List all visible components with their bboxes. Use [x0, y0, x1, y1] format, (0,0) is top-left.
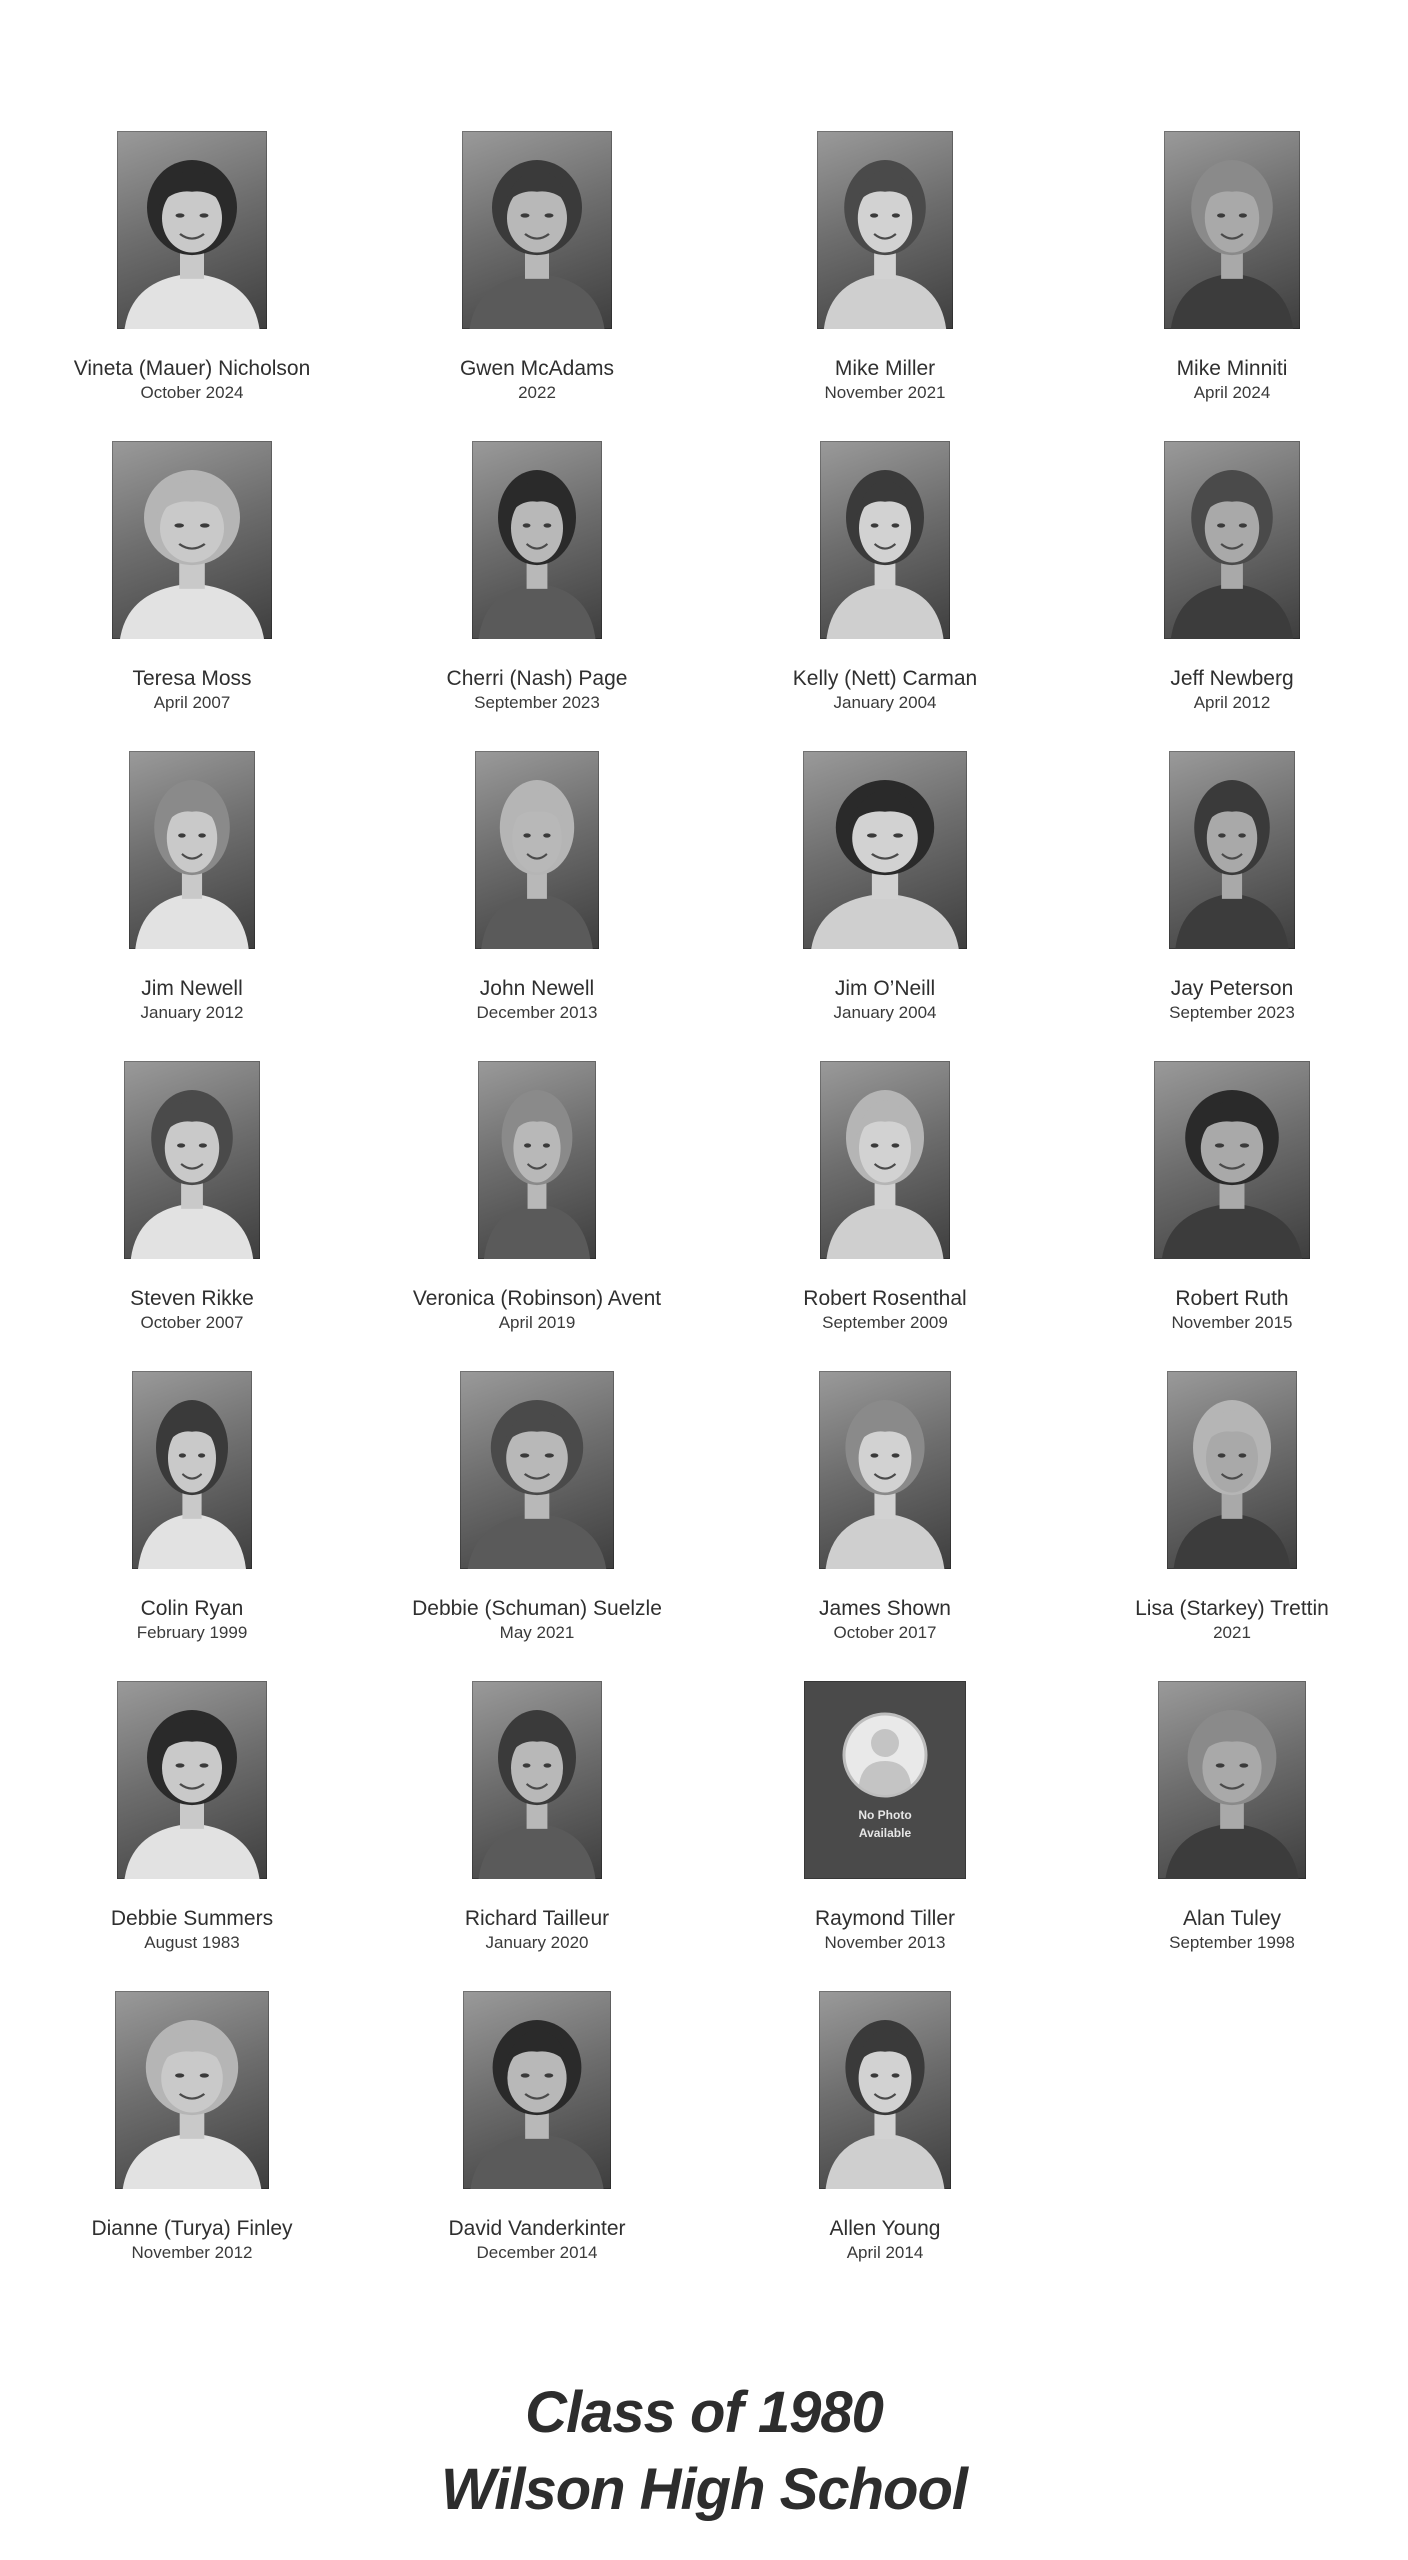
- person-name: Lisa (Starkey) Trettin: [1135, 1597, 1329, 1620]
- person-card: [387, 1991, 687, 2264]
- person-card: [42, 1061, 342, 1334]
- portrait-photo: [463, 1991, 611, 2189]
- person-date: August 1983: [144, 1933, 240, 1952]
- person-date: November 2015: [1171, 1313, 1293, 1332]
- person-card: [42, 1371, 342, 1644]
- person-name: Robert Ruth: [1175, 1287, 1289, 1310]
- person-card: [1082, 1061, 1382, 1334]
- person-date: January 2020: [485, 1933, 589, 1952]
- person-name: Cherri (Nash) Page: [446, 667, 628, 690]
- portrait-silhouette: [1154, 1061, 1310, 1259]
- portrait-photo: [478, 1061, 596, 1259]
- person-date: November 2021: [824, 383, 946, 402]
- person-name: Debbie Summers: [110, 1907, 274, 1930]
- person-date: January 2004: [833, 693, 937, 712]
- portrait-silhouette: [819, 1991, 951, 2189]
- person-name: Raymond Tiller: [814, 1907, 956, 1930]
- person-date: December 2013: [476, 1003, 598, 1022]
- person-name: Jim Newell: [141, 977, 243, 1000]
- person-date: April 2019: [498, 1313, 576, 1332]
- portrait-photo: [1167, 1371, 1297, 1569]
- person-name: James Shown: [819, 1597, 951, 1620]
- person-name: Jim O’Neill: [834, 977, 936, 1000]
- portrait-silhouette: [117, 131, 267, 329]
- person-name: Debbie (Schuman) Suelzle: [412, 1597, 662, 1620]
- person-name: Teresa Moss: [132, 667, 252, 690]
- person-date: October 2024: [140, 383, 244, 402]
- portrait-silhouette: [472, 1681, 602, 1879]
- placeholder-avatar-icon: [804, 1681, 966, 1879]
- portrait-photo: [117, 1681, 267, 1879]
- portrait-photo: [1169, 751, 1295, 949]
- portrait-photo: [115, 1991, 269, 2189]
- portrait-silhouette: [117, 1681, 267, 1879]
- portrait-photo: [460, 1371, 614, 1569]
- portrait-photo: [475, 751, 599, 949]
- person-name: Kelly (Nett) Carman: [792, 667, 978, 690]
- person-date: November 2012: [131, 2243, 253, 2262]
- person-name: Colin Ryan: [140, 1597, 244, 1620]
- person-name: Steven Rikke: [130, 1287, 254, 1310]
- person-card: [1082, 1371, 1382, 1644]
- person-card: [42, 751, 342, 1024]
- portrait-photo: [819, 1991, 951, 2189]
- portrait-photo: [112, 441, 272, 639]
- person-card: [387, 1681, 687, 1954]
- person-date: February 1999: [136, 1623, 248, 1642]
- person-date: April 2024: [1193, 383, 1271, 402]
- portrait-silhouette: [819, 1371, 951, 1569]
- person-date: September 2023: [1169, 1003, 1295, 1022]
- person-date: October 2017: [833, 1623, 937, 1642]
- person-date: November 2013: [824, 1933, 946, 1952]
- person-card: [735, 131, 1035, 404]
- person-card: [1082, 1681, 1382, 1954]
- person-card: [735, 1681, 1035, 1954]
- portrait-silhouette: [817, 131, 953, 329]
- portrait-photo: [129, 751, 255, 949]
- person-name: Robert Rosenthal: [803, 1287, 967, 1310]
- person-date: September 1998: [1169, 1933, 1295, 1952]
- portrait-photo: [1164, 131, 1300, 329]
- portrait-photo: [132, 1371, 252, 1569]
- portrait-silhouette: [803, 751, 967, 949]
- person-name: Vineta (Mauer) Nicholson: [73, 357, 311, 380]
- person-name: Jeff Newberg: [1170, 667, 1294, 690]
- person-name: Gwen McAdams: [459, 357, 615, 380]
- school-title: Wilson High School: [440, 2457, 967, 2522]
- person-name: John Newell: [479, 977, 595, 1000]
- portrait-photo: [1158, 1681, 1306, 1879]
- portrait-silhouette: [1158, 1681, 1306, 1879]
- person-card: [735, 1991, 1035, 2264]
- person-card: [735, 751, 1035, 1024]
- no-photo-label: [804, 1806, 966, 1842]
- person-card: [42, 1681, 342, 1954]
- portrait-silhouette: [472, 441, 602, 639]
- person-date: September 2009: [822, 1313, 948, 1332]
- person-card: [735, 1371, 1035, 1644]
- person-card: [387, 1371, 687, 1644]
- no-photo-label-line: Available: [858, 1826, 912, 1840]
- portrait-silhouette: [460, 1371, 614, 1569]
- person-name: David Vanderkinter: [448, 2217, 626, 2240]
- person-date: May 2021: [499, 1623, 575, 1642]
- portrait-photo: [124, 1061, 260, 1259]
- portrait-photo: [1164, 441, 1300, 639]
- person-name: Mike Miller: [834, 357, 936, 380]
- person-card: [735, 1061, 1035, 1334]
- portrait-silhouette: [132, 1371, 252, 1569]
- portrait-silhouette: [115, 1991, 269, 2189]
- portrait-photo: [803, 751, 967, 949]
- portrait-photo: [1154, 1061, 1310, 1259]
- person-name: Richard Tailleur: [464, 1907, 610, 1930]
- portrait-silhouette: [1167, 1371, 1297, 1569]
- portrait-silhouette: [478, 1061, 596, 1259]
- portrait-photo: [117, 131, 267, 329]
- portrait-photo: [817, 131, 953, 329]
- person-date: 2022: [518, 383, 556, 402]
- no-photo-placeholder: [804, 1681, 966, 1879]
- person-card: [1082, 751, 1382, 1024]
- person-date: April 2012: [1193, 693, 1271, 712]
- person-name: Jay Peterson: [1170, 977, 1294, 1000]
- portrait-photo: [820, 1061, 950, 1259]
- portrait-silhouette: [820, 441, 950, 639]
- person-date: September 2023: [474, 693, 600, 712]
- person-card: [387, 1061, 687, 1334]
- person-card: [1082, 441, 1382, 714]
- person-date: January 2004: [833, 1003, 937, 1022]
- person-date: 2021: [1213, 1623, 1251, 1642]
- person-name: Mike Minniti: [1176, 357, 1288, 380]
- person-date: April 2007: [153, 693, 231, 712]
- portrait-silhouette: [820, 1061, 950, 1259]
- person-name: Allen Young: [829, 2217, 941, 2240]
- person-card: [42, 131, 342, 404]
- portrait-silhouette: [475, 751, 599, 949]
- person-card: [387, 441, 687, 714]
- person-card: [387, 131, 687, 404]
- class-title: Class of 1980: [525, 2380, 883, 2445]
- portrait-photo: [819, 1371, 951, 1569]
- portrait-silhouette: [463, 1991, 611, 2189]
- portrait-silhouette: [1164, 131, 1300, 329]
- footer-title: [0, 2375, 1408, 2529]
- portrait-silhouette: [1164, 441, 1300, 639]
- no-photo-label-line: No Photo: [858, 1808, 912, 1822]
- person-date: October 2007: [140, 1313, 244, 1332]
- portrait-silhouette: [129, 751, 255, 949]
- person-name: Alan Tuley: [1182, 1907, 1282, 1930]
- person-date: January 2012: [140, 1003, 244, 1022]
- person-date: December 2014: [476, 2243, 598, 2262]
- portrait-silhouette: [112, 441, 272, 639]
- portrait-silhouette: [1169, 751, 1295, 949]
- person-card: [1082, 131, 1382, 404]
- person-card: [735, 441, 1035, 714]
- person-name: Veronica (Robinson) Avent: [412, 1287, 662, 1310]
- person-card: [42, 1991, 342, 2264]
- portrait-photo: [820, 441, 950, 639]
- person-name: Dianne (Turya) Finley: [91, 2217, 293, 2240]
- portrait-silhouette: [124, 1061, 260, 1259]
- person-card: [387, 751, 687, 1024]
- portrait-silhouette: [462, 131, 612, 329]
- portrait-photo: [472, 1681, 602, 1879]
- person-card: [42, 441, 342, 714]
- person-date: April 2014: [846, 2243, 924, 2262]
- portrait-photo: [472, 441, 602, 639]
- portrait-photo: [462, 131, 612, 329]
